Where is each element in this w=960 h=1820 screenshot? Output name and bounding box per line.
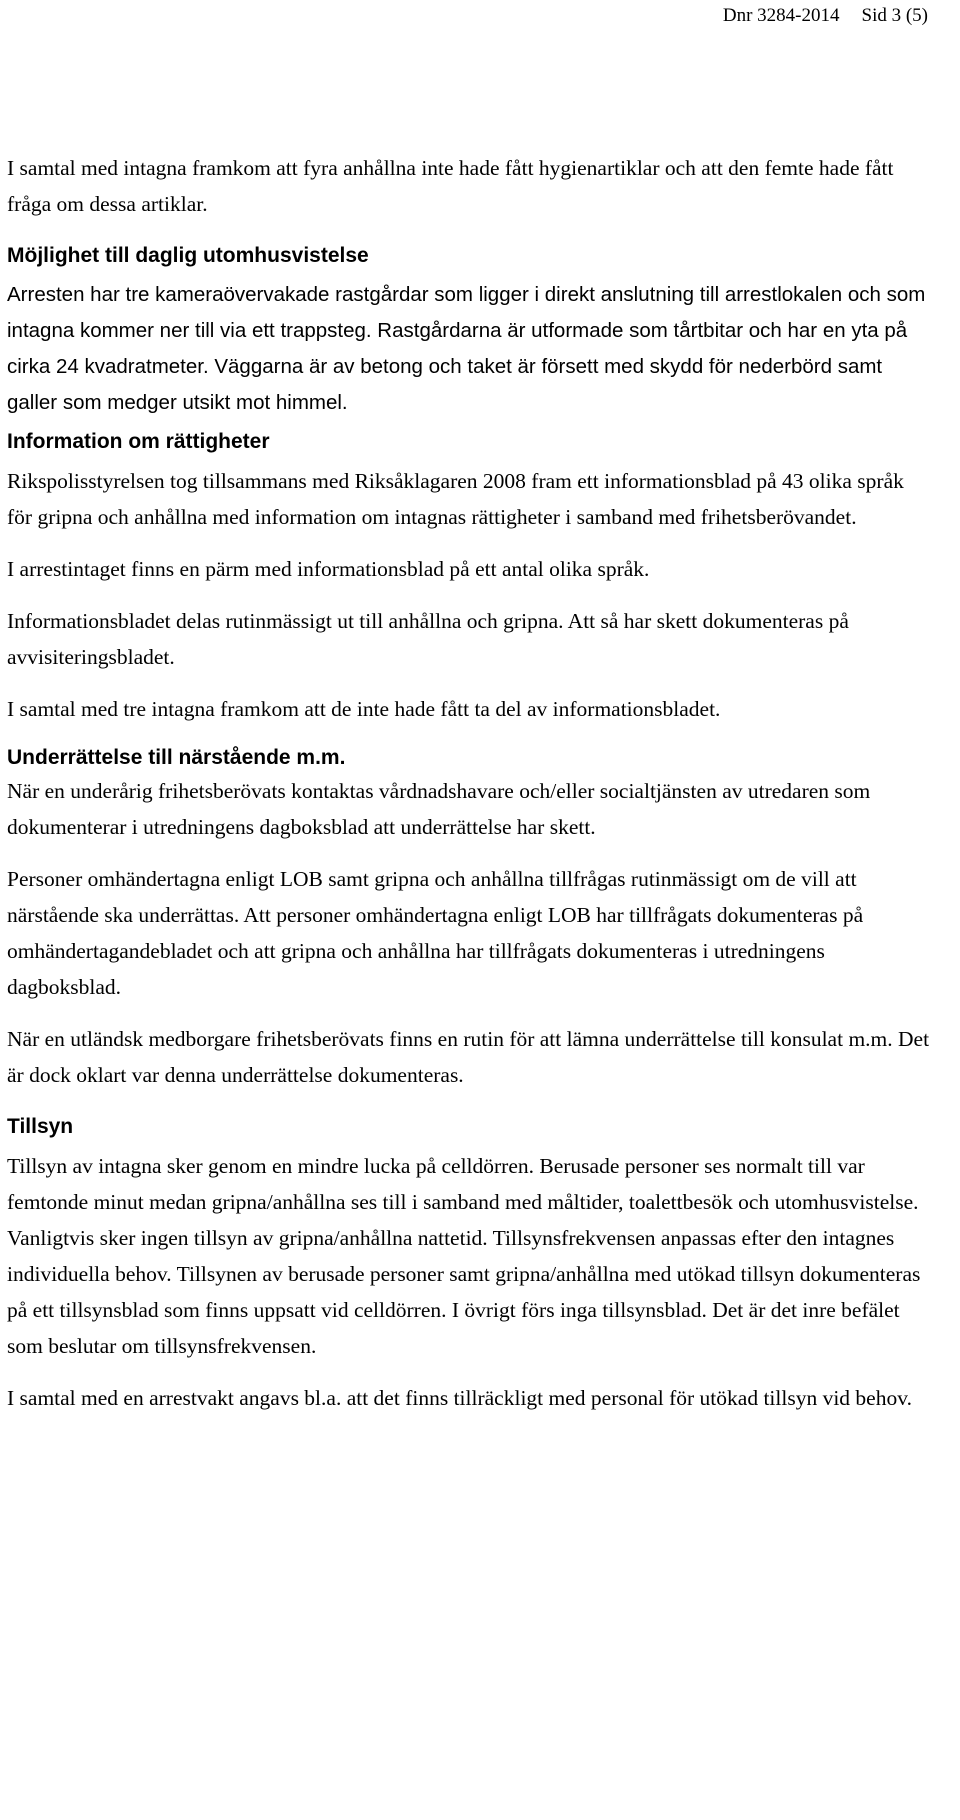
supervision-paragraph-2: I samtal med en arrestvakt angavs bl.a. att det finns tillräckligt med personal för utökad tillsyn vid behov. — [7, 1386, 912, 1410]
notify-paragraph-2: Personer omhändertagna enligt LOB samt gripna och anhållna tillfrågas rutinmässigt om de vill att närstående ska underrättas. Att personer omhändertagna enligt LOB har tillfrågats dokumenteras på omhändertagandebladet och att gripna och anhållna har tillfrågats dokumenteras i utredningens dagboksblad. — [7, 867, 864, 999]
document-number: Dnr 3284-2014 — [722, 5, 840, 26]
notify-paragraph-3: När en utländsk medborgare frihetsberövats finns en rutin för att lämna underrättelse till konsulat m.m. Det är dock oklart var denna underrättelse dokumenteras. — [7, 1027, 930, 1087]
rights-paragraph-2: I arrestintaget finns en pärm med informationsblad på ett antal olika språk. — [7, 557, 650, 581]
document-body — [7, 150, 932, 1416]
rights-paragraph-4: I samtal med tre intagna framkom att de inte hade fått ta del av informationsbladet. — [7, 697, 721, 721]
heading-supervision: Tillsyn — [7, 1115, 74, 1138]
supervision-paragraph-1: Tillsyn av intagna sker genom en mindre lucka på celldörren. Berusade personer ses normalt till var femtonde minut medan gripna/anhållna ses till i samband med måltider, toalettbesök och utomhusvistelse. Vanligtvis sker ingen tillsyn av gripna/anhållna nattetid. Tillsynsfrekvensen anpassas efter den intagnes individuella behov. Tillsynen av berusade personer samt gripna/anhållna med utökad tillsyn dokumenteras på ett tillsynsblad som finns uppsatt vid celldörren. I övrigt förs inga tillsynsblad. Det är det inre befälet som beslutar om tillsynsfrekvensen. — [7, 1154, 921, 1358]
heading-notify: Underrättelse till närstående m.m. — [7, 746, 346, 769]
notify-paragraph-1: När en underårig frihetsberövats kontaktas vårdnadshavare och/eller socialtjänsten av utredaren som dokumenterar i utredningens dagboksblad att underrättelse har skett. — [7, 779, 871, 839]
heading-rights: Information om rättigheter — [7, 430, 270, 453]
page-number: Sid 3 (5) — [861, 5, 928, 26]
rights-paragraph-1: Rikspolisstyrelsen tog tillsammans med Riksåklagaren 2008 fram ett informationsblad på 43 olika språk för gripna och anhållna med information om intagnas rättigheter i samband med frihetsberövandet. — [7, 469, 904, 529]
outdoor-paragraph: Arresten har tre kameraövervakade rastgårdar som ligger i direkt anslutning till arrestlokalen och som intagna kommer ner till via ett trappsteg. Rastgårdarna är utformade som tårtbitar och har en yta på cirka 24 kvadratmeter. Väggarna är av betong och taket är försett med skydd för nederbörd samt galler som medger utsikt mot himmel. — [7, 283, 926, 414]
rights-paragraph-3: Informationsbladet delas rutinmässigt ut till anhållna och gripna. Att så har skett dokumenteras på avvisiteringsbladet. — [7, 609, 849, 669]
page-header — [723, 4, 928, 28]
heading-outdoor: Möjlighet till daglig utomhusvistelse — [7, 244, 369, 267]
intro-paragraph: I samtal med intagna framkom att fyra anhållna inte hade fått hygienartiklar och att den femte hade fått fråga om dessa artiklar. — [7, 156, 894, 216]
